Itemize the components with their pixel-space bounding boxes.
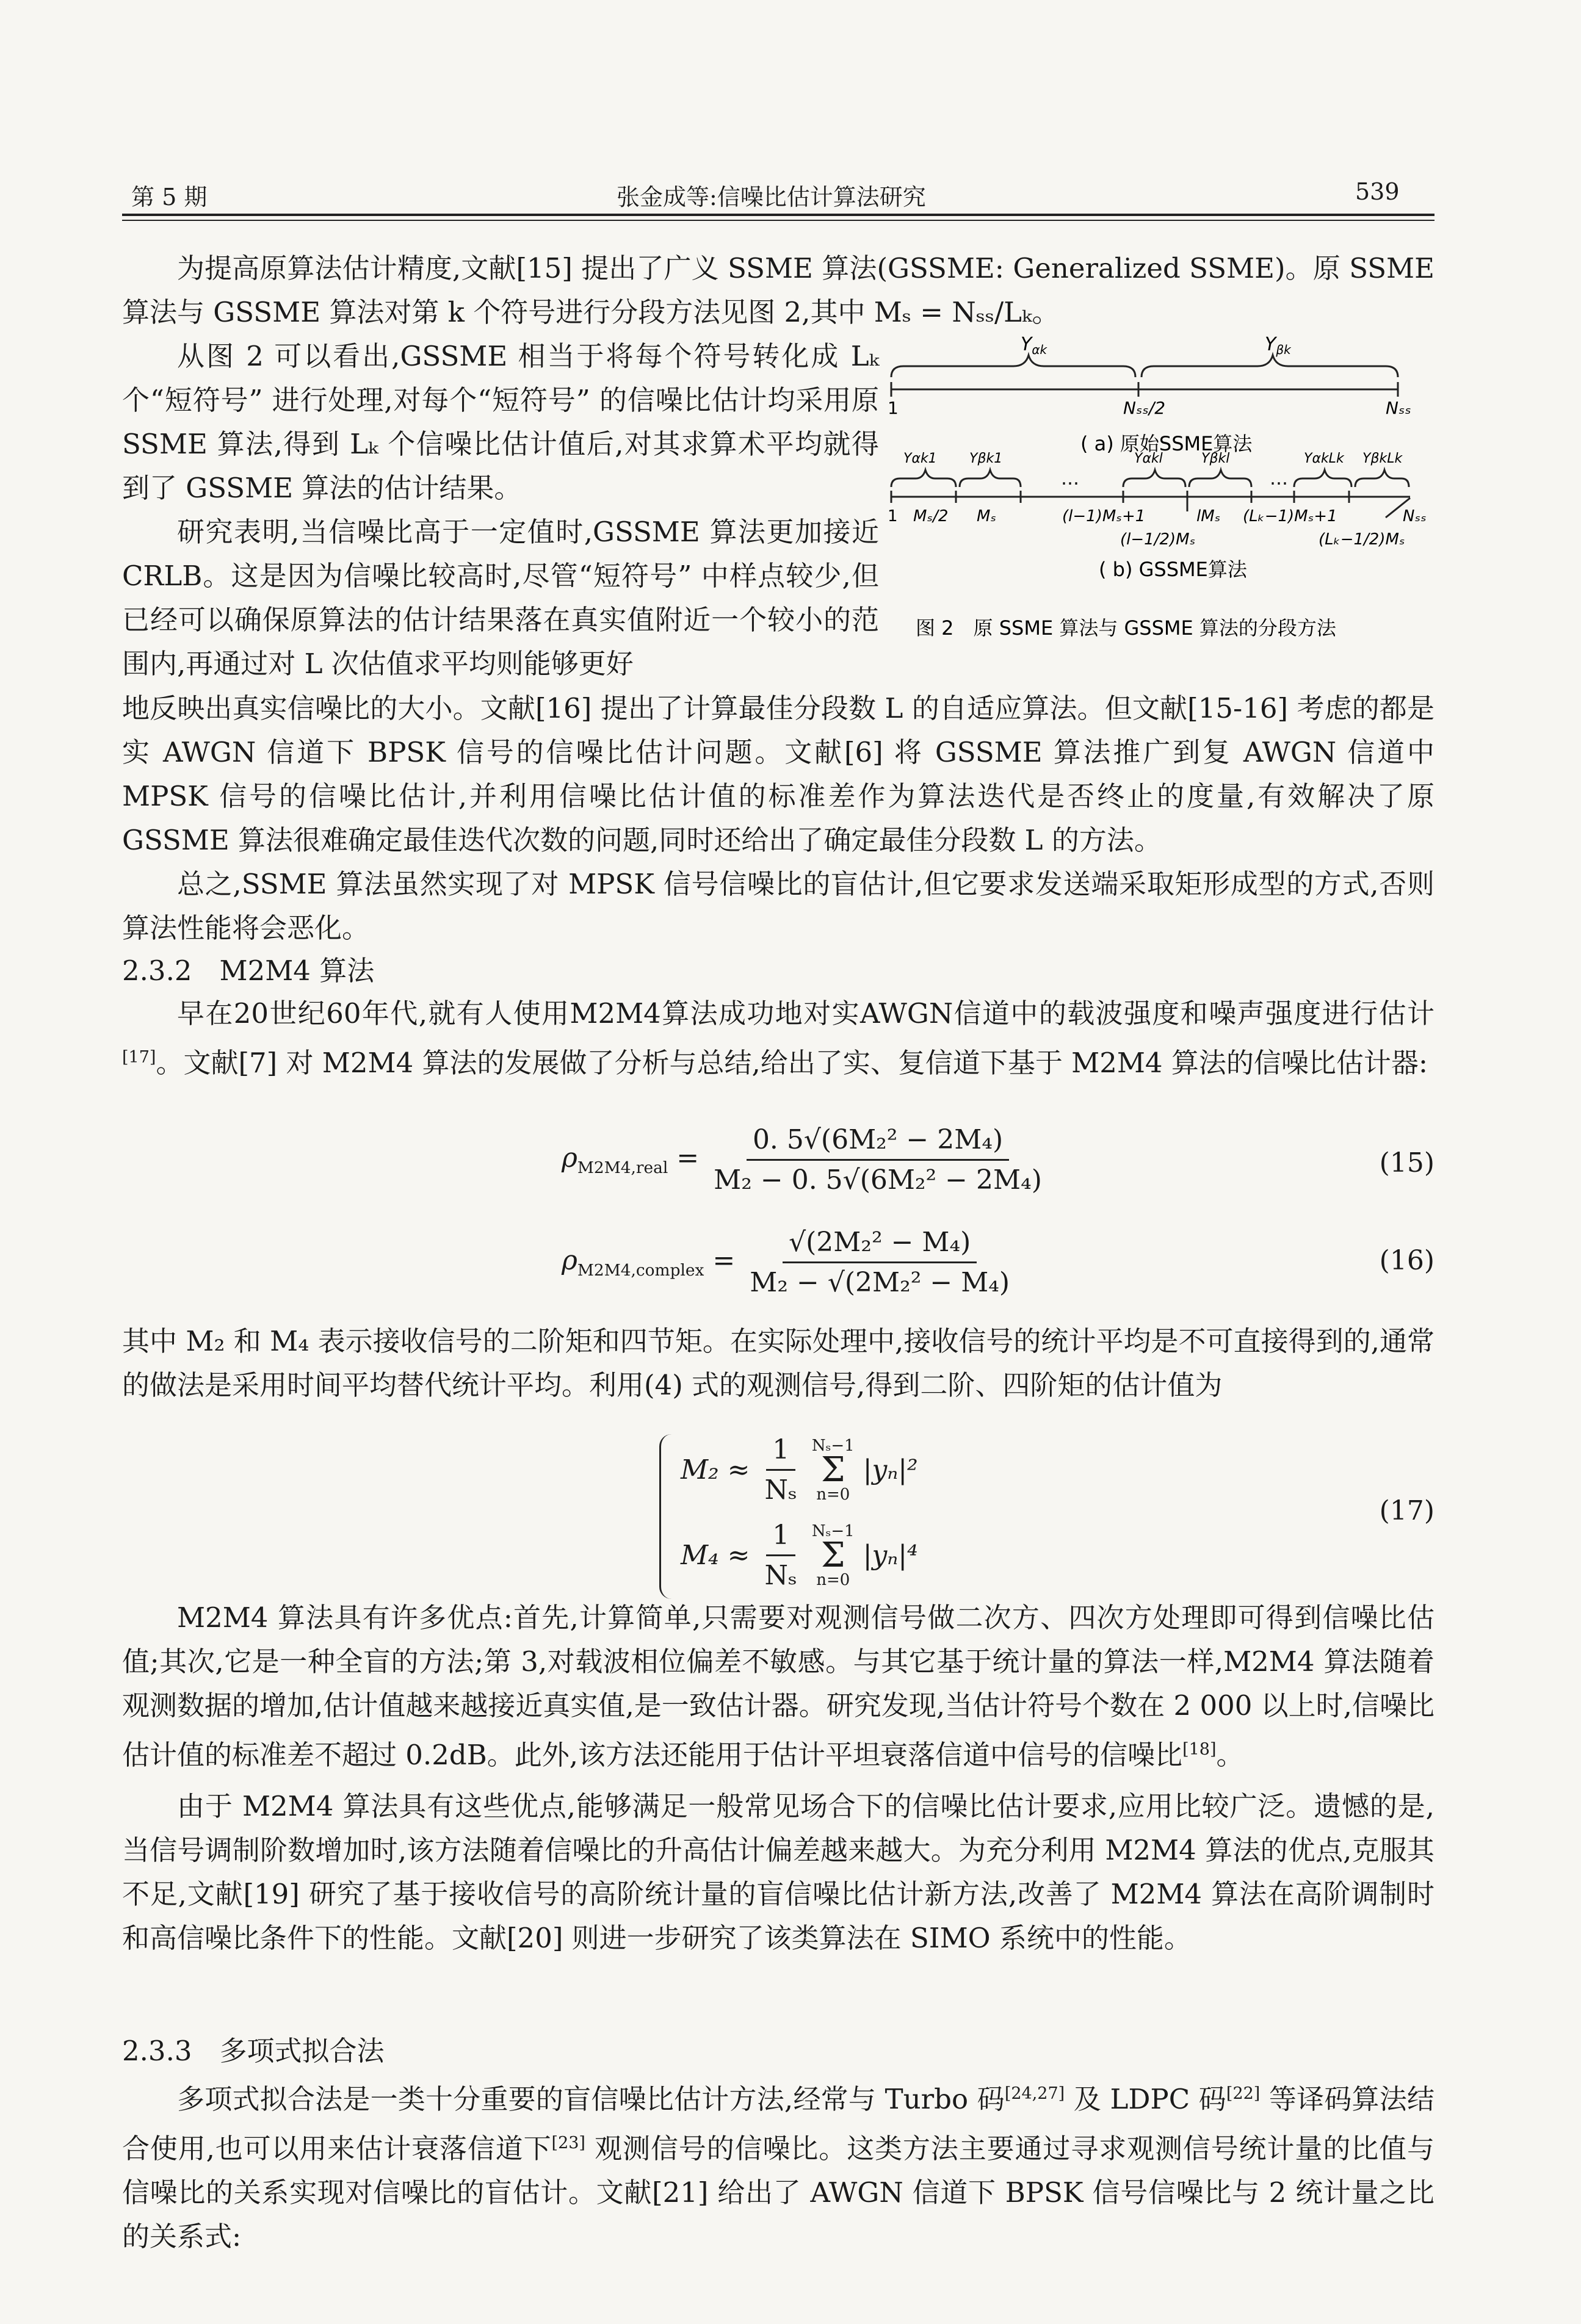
sum-upper: Nₛ−1 [811, 1521, 855, 1540]
fig-b-label: Yβkl [1201, 451, 1230, 466]
eq-denominator: M₂ − √(2M₂² − M₄) [750, 1267, 1010, 1298]
eq-subscript: M2M4,real [577, 1158, 668, 1177]
eq-equals: = [676, 1142, 700, 1174]
eq-equals: = [712, 1245, 736, 1276]
fig-b-tick: Mₛ/2 [913, 507, 949, 525]
fig-a-tick-mid: Nₛₛ/2 [1123, 398, 1166, 418]
paragraph-text: 总之,SSME 算法虽然实现了对 MPSK 信号信噪比的盲估计,但它要求发送端采取矩形成型的方式,否则算法性能将会恶化。 [122, 868, 1434, 944]
fig-b-tick: (Lₖ−1)Mₛ+1 [1243, 507, 1337, 525]
paragraph-m2m4-advantages [122, 1596, 1434, 1960]
fig-a-tick-end: Nₛₛ [1386, 398, 1411, 418]
header-rule-thin [122, 220, 1434, 221]
paragraph-polynomial-fitting [122, 2072, 1434, 2259]
equation-number-15: (15) [1379, 1147, 1434, 1178]
eq-fraction [759, 1434, 803, 1506]
eq-symbol: ρ [562, 1245, 577, 1276]
equation-15 [562, 1124, 1048, 1196]
fig-b-label: Yαk1 [903, 451, 937, 466]
sigma: Σ [821, 1449, 845, 1490]
paragraph-gssme-intro [122, 247, 1434, 334]
fig-b-caption: ( b) GSSME算法 [1099, 558, 1247, 581]
citation: [24,27] [1004, 2084, 1065, 2103]
paragraph-text: 其中 M₂ 和 M₄ 表示接收信号的二阶矩和四节矩。在实际处理中,接收信号的统计平均是不可直接得到的,通常的做法是采用时间平均替代统计平均。利用(4) 式的观测信号,得到二阶、四阶矩的估计值为 [122, 1325, 1434, 1401]
citation: [23] [551, 2134, 585, 2153]
fig-a-label-right: $Y_{\beta k}$ [1265, 334, 1291, 357]
eq-numerator: √(2M₂² − M₄) [783, 1227, 977, 1263]
fig-b-tick: 1 [888, 507, 898, 525]
fig-b-tick: (l−1)Mₛ+1 [1062, 507, 1146, 525]
fig-b-label: Yαkl [1134, 451, 1163, 466]
citation: [22] [1226, 2084, 1261, 2103]
citation: [18] [1182, 1740, 1217, 1759]
eq-numerator: 0. 5√(6M₂² − 2M₄) [747, 1124, 1009, 1161]
fig-b-label: Yβk1 [969, 451, 1003, 466]
fig-a-label-left: $Y_{\alpha k}$ [1021, 334, 1047, 357]
citation: [17] [122, 1048, 156, 1067]
eq-rhs: |yₙ|⁴ [863, 1540, 918, 1571]
page-number: 539 [1355, 178, 1400, 205]
paragraph-text: 由于 M2M4 算法具有这些优点,能够满足一般常见场合下的信噪比估计要求,应用比较广泛。遗憾的是,当信号调制阶数增加时,该方法随着信噪比的升高估计偏差越来越大。为充分利用 M2M4 算法的优点,克服其不足,文献[19] 研究了基于接收信号的高阶统计量的盲信噪比估计新方法,改善了 M2M4 算法在高阶调制时和高信噪比条件下的性能。文献[20] 则进一步研究了该类算法在 SIMO 系统中的性能。 [122, 1790, 1434, 1954]
eq-sum [812, 1522, 855, 1589]
paragraph-figure-discussion [122, 334, 879, 686]
eq-symbol: ρ [562, 1142, 577, 1174]
eq-lhs: M₂ ≈ [681, 1454, 750, 1485]
paragraph-text: 研究表明,当信噪比高于一定值时,GSSME 算法更加接近 CRLB。这是因为信噪比较高时,尽管“短符号” 中样点较少,但已经可以确保原算法的估计结果落在真实值附近一个较小的范围内,再通过对 L 次估值求平均则能够更好 [122, 516, 879, 680]
figure-caption: 图 2 原 SSME 算法与 GSSME 算法的分段方法 [916, 616, 1336, 640]
section-heading-2-3-2: 2.3.2 M2M4 算法 [122, 955, 375, 987]
fig-b-ellipsis: … [1270, 468, 1288, 489]
text-run: 观测信号的信噪比。这类方法主要通过寻求观测信号统计量的比值与信噪比的关系实现对信噪比的盲估计。文献[21] 给出了 AWGN 信道下 BPSK 信号信噪比与 2 统计量之比的关系式: [122, 2132, 1434, 2253]
eq17-row-1 [681, 1434, 918, 1506]
paragraph-gssme-continued [122, 687, 1434, 950]
text-run: 早在20世纪60年代,就有人使用M2M4算法成功地对实AWGN信道中的载波强度和噪声强度进行估计 [177, 997, 1434, 1030]
paragraph-text [122, 992, 1434, 1085]
equation-17 [659, 1428, 1026, 1605]
fig-b-label: YαkLk [1304, 451, 1344, 466]
fig-b-ellipsis: … [1061, 468, 1079, 489]
fig-a-tick-1: 1 [888, 398, 899, 418]
paragraph-moments [122, 1319, 1434, 1407]
sigma: Σ [821, 1535, 845, 1575]
eq-denominator: Nₛ [764, 1560, 797, 1591]
header-rule-thick [122, 214, 1434, 216]
sum-lower: n=0 [816, 1570, 850, 1589]
eq17-row-2 [681, 1520, 918, 1591]
paragraph-text [122, 1596, 1434, 1777]
paragraph-text: 地反映出真实信噪比的大小。文献[16] 提出了计算最佳分段数 L 的自适应算法。但文献[15-16] 考虑的都是实 AWGN 信道下 BPSK 信号的信噪比估计问题。文献[6] 将 GSSME 算法推广到复 AWGN 信道中 MPSK 信号的信噪比估计,并利用信噪比估计值的标准差作为算法迭代是否终止的度量,有效解决了原 GSSME 算法很难确定最佳迭代次数的问题,同时还给出了确定最佳分段数 L 的方法。 [122, 692, 1434, 856]
eq-denominator: Nₛ [764, 1474, 797, 1506]
fig-b-tick: lMₛ [1196, 507, 1221, 525]
section-heading-2-3-3: 2.3.3 多项式拟合法 [122, 2035, 385, 2067]
text-run: 等译码算法结合使用,也可以用来估计衰落信道下 [122, 2083, 1434, 2165]
sum-lower: n=0 [816, 1485, 850, 1504]
equation-16 [562, 1227, 1016, 1298]
sum-upper: Nₛ−1 [811, 1436, 855, 1455]
eq-subscript: M2M4,complex [577, 1260, 704, 1280]
figure-2-segmentation [879, 334, 1434, 664]
running-header-issue: 第 5 期 [131, 184, 208, 211]
paragraph-text [122, 2072, 1434, 2259]
eq-rhs: |yₙ|² [863, 1454, 918, 1485]
eq-numerator: 1 [766, 1520, 795, 1556]
eq-denominator: M₂ − 0. 5√(6M₂² − 2M₄) [714, 1164, 1042, 1196]
eq-brace [659, 1434, 675, 1599]
fig-a-caption: ( a) 原始SSME算法 [1080, 432, 1253, 455]
text-run: 及 LDPC 码 [1065, 2083, 1226, 2115]
paragraph-text: 从图 2 可以看出,GSSME 相当于将每个符号转化成 Lₖ 个“短符号” 进行处理,对每个“短符号” 的信噪比估计均采用原 SSME 算法,得到 Lₖ 个信噪比估计值后,对其求算术平均就得到了 GSSME 算法的估计结果。 [122, 340, 879, 504]
eq-lhs: M₄ ≈ [681, 1540, 750, 1571]
equation-number-16: (16) [1379, 1245, 1434, 1276]
text-run: 。 [1216, 1739, 1244, 1771]
eq-fraction [743, 1227, 1016, 1298]
fig-b-subtick: (Lₖ−1/2)Mₛ [1319, 530, 1405, 549]
eq-fraction [759, 1520, 803, 1591]
paragraph-m2m4-intro [122, 992, 1434, 1085]
fig-b-subtick: (l−1/2)Mₛ [1120, 530, 1196, 549]
fig-b-tick: Mₛ [977, 507, 997, 525]
eq-sum [812, 1437, 855, 1504]
text-run: 多项式拟合法是一类十分重要的盲信噪比估计方法,经常与 Turbo 码 [177, 2083, 1005, 2115]
paragraph-text: 为提高原算法估计精度,文献[15] 提出了广义 SSME 算法(GSSME: Generalized SSME)。原 SSME 算法与 GSSME 算法对第 k 个符号进行分段方法见图 2,其中 Mₛ = Nₛₛ/Lₖ。 [122, 252, 1434, 328]
running-header-title: 张金成等:信噪比估计算法研究 [617, 184, 926, 211]
eq-fraction [707, 1124, 1048, 1196]
text-run: M2M4 算法具有许多优点:首先,计算简单,只需要对观测信号做二次方、四次方处理即可得到信噪比估值;其次,它是一种全盲的方法;第 3,对载波相位偏差不敏感。与其它基于统计量的算法一样,M2M4 算法随着观测数据的增加,估计值越来越接近真实值,是一致估计器。研究发现,当估计符号个数在 2 000 以上时,信噪比估计值的标准差不超过 0.2dB。此外,该方法还能用于估计平坦衰落信道中信号的信噪比 [122, 1601, 1434, 1771]
fig-b-label: YβkLk [1362, 451, 1403, 466]
fig-b-tick: Nₛₛ [1403, 507, 1427, 525]
eq-numerator: 1 [766, 1434, 795, 1471]
text-run: 。文献[7] 对 M2M4 算法的发展做了分析与总结,给出了实、复信道下基于 M2M4 算法的信噪比估计器: [156, 1047, 1428, 1079]
equation-number-17: (17) [1379, 1495, 1434, 1526]
